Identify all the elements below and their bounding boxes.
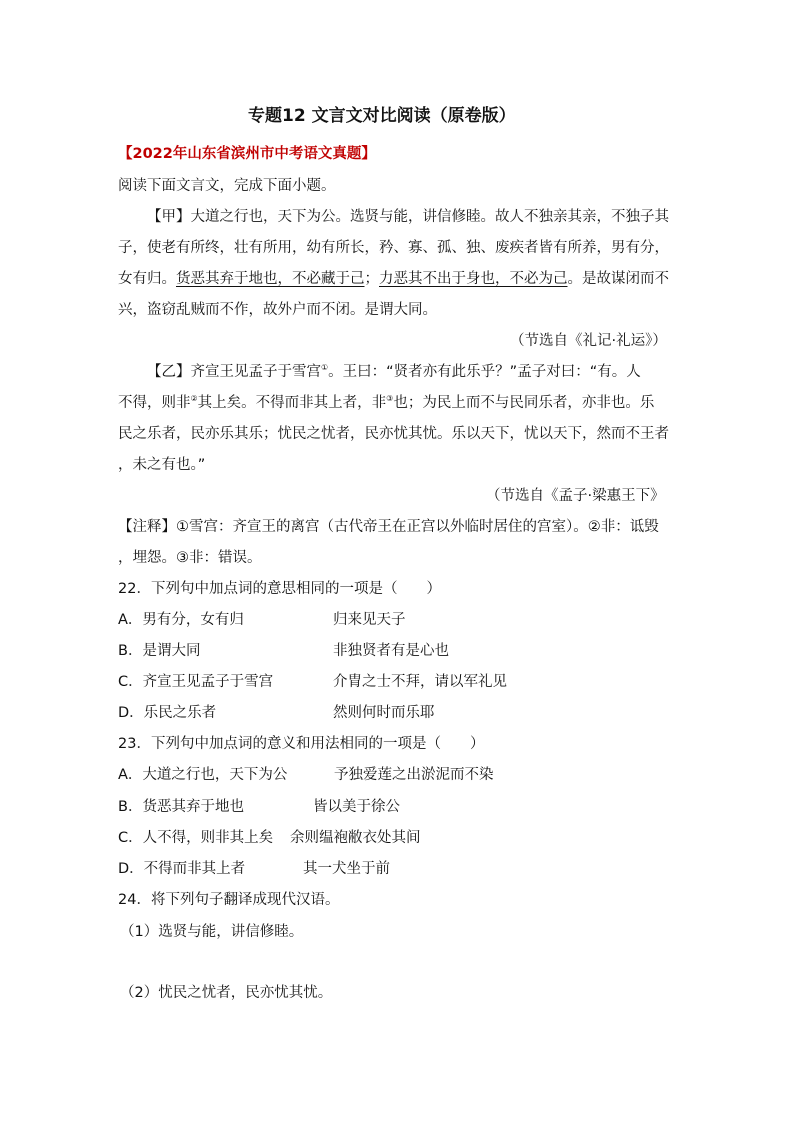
passage-text: 女有归。: [118, 271, 176, 287]
option-right: 非独贤者有是心也: [333, 643, 449, 659]
option-left: C．齐宣王见孟子于雪宫: [118, 674, 274, 690]
option-left: D．乐民之乐者: [118, 705, 217, 721]
option-left: B．货恶其弃于地也: [118, 799, 244, 815]
option-right: 然则何时而乐耶: [333, 705, 435, 721]
option-left: C．人不得，则非其上矣: [118, 830, 274, 846]
passage-jia-citation: （节选自《礼记·礼运》）: [510, 333, 667, 349]
footnote-marker: ①: [321, 363, 329, 372]
passage-yi-line: ，未之有也。”: [118, 457, 206, 473]
underlined-sentence: 货恶其弃于地也，不必藏于己: [176, 271, 365, 287]
passage-text: 。王曰：“贤者亦有此乐乎？”孟子对曰：“有。人: [328, 364, 641, 380]
page-title: 专题12 文言文对比阅读（原卷版）: [248, 106, 516, 126]
footnote-marker: ③: [386, 394, 394, 403]
footnote-marker: ②: [190, 394, 198, 403]
reading-instruction: 阅读下面文言文，完成下面小题。: [118, 178, 336, 194]
underlined-sentence: 力恶其不出于身也，不必为己: [379, 271, 568, 287]
option-left: A．男有分，女有归: [118, 612, 244, 628]
passage-text: 【乙】齐宣王见孟子于雪宫: [147, 364, 321, 380]
option-left: B．是谓大同: [118, 643, 201, 659]
passage-jia-line: 【甲】大道之行也，天下为公。选贤与能，讲信修睦。故人不独亲其亲，不独子其: [147, 209, 669, 225]
question-23-stem: 23．下列句中加点词的意义和用法相同的一项是（ ）: [118, 736, 485, 752]
annotation-line: 【注释】①雪宫：齐宣王的离宫（古代帝王在正宫以外临时居住的宫室）。②非：诋毁: [118, 519, 659, 535]
passage-jia-line: [118, 269, 669, 289]
translation-item: （1）选贤与能，讲信修睦。: [120, 924, 304, 940]
question-22-stem: 22．下列句中加点词的意思相同的一项是（ ）: [118, 581, 441, 597]
passage-yi-citation: （节选自《孟子·梁惠王下》: [486, 488, 665, 504]
option-right: 介胄之士不拜，请以军礼见: [333, 674, 507, 690]
option-left: A．大道之行也，天下为公: [118, 767, 288, 783]
question-24-stem: 24．将下列句子翻译成现代汉语。: [118, 892, 340, 908]
option-right: 其一犬坐于前: [303, 861, 390, 877]
option-right: 余则缊袍敝衣处其间: [290, 830, 421, 846]
option-right: 皆以美于徐公: [313, 799, 400, 815]
annotation-line: ，埋怨。③非：错误。: [118, 550, 262, 566]
option-right: 予独爱莲之出淤泥而不染: [334, 767, 494, 783]
translation-item: （2）忧民之忧者，民亦忧其忧。: [120, 985, 333, 1001]
passage-text: 不得，则非: [118, 395, 191, 411]
passage-text: 。是故谋闭而不: [567, 271, 669, 287]
passage-jia-line: 子，使老有所终，壮有所用，幼有所长，矜、寡、孤、独、废疾者皆有所养，男有分，: [118, 240, 669, 256]
option-right: 归来见天子: [333, 612, 406, 628]
passage-text: 其上矣。不得而非其上者，非: [197, 395, 387, 411]
passage-jia-line: 兴，盗窃乱贼而不作，故外户而不闭。是谓大同。: [118, 302, 437, 318]
option-left: D．不得而非其上者: [118, 861, 246, 877]
exam-source: 【2022年山东省滨州市中考语文真题】: [118, 146, 376, 162]
passage-text: 也；为民上而不与民同乐者，亦非也。乐: [393, 395, 655, 411]
passage-text: ；: [364, 271, 379, 287]
passage-yi-line: 民之乐者，民亦乐其乐；忧民之忧者，民亦忧其忧。乐以天下，忧以天下，然而不王者: [118, 426, 669, 442]
passage-yi-line: [118, 393, 654, 413]
passage-yi-line: [147, 362, 641, 382]
